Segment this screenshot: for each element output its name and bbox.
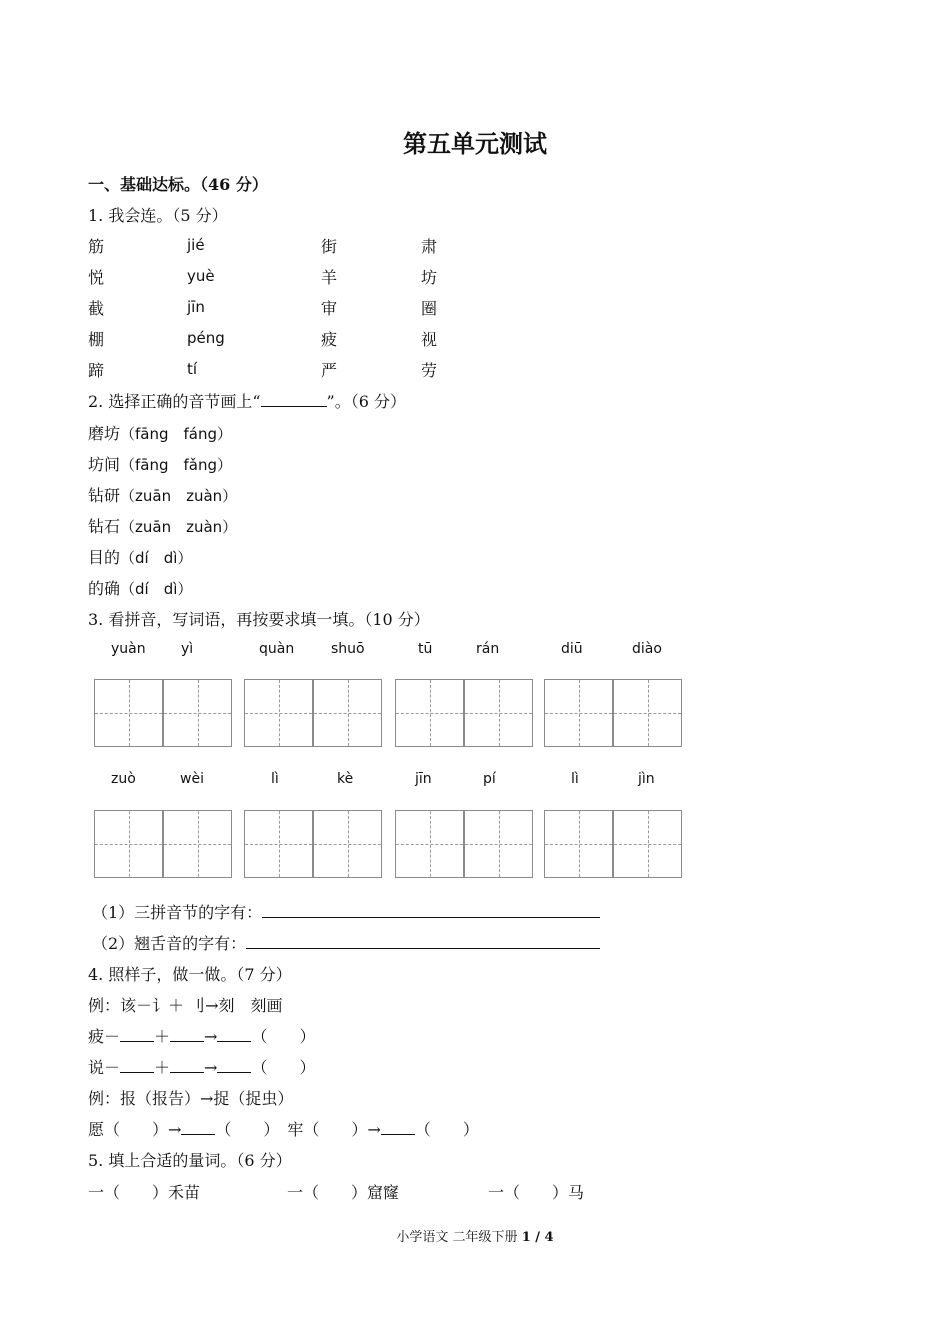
sub-question-2: （2）翘舌音的字有： — [92, 931, 600, 954]
pinyin-label: jīn — [415, 771, 432, 787]
writing-grid[interactable] — [395, 679, 535, 749]
writing-grid[interactable] — [544, 810, 684, 880]
match-pinyin: péng — [187, 329, 225, 347]
match-char: 严 — [321, 361, 338, 380]
exercise-line: 疲－ ＋ → （ ） — [88, 1027, 316, 1046]
answer-blank[interactable] — [217, 1027, 251, 1042]
pinyin-label: yuàn — [111, 641, 146, 657]
match-pinyin: jié — [187, 236, 205, 254]
pinyin-label: kè — [337, 771, 354, 787]
page-title: 第五单元测试 — [403, 129, 547, 158]
writing-cell[interactable] — [544, 810, 613, 878]
writing-cell[interactable] — [163, 679, 232, 747]
match-char: 疲 — [321, 330, 338, 349]
answer-blank[interactable] — [381, 1120, 415, 1135]
syllable-choice-item: 钻石（zuān zuàn） — [88, 517, 238, 536]
measure-word-item: 一（ ）马 — [488, 1183, 585, 1202]
syllable-choice-item: 的确（dí dì） — [88, 579, 193, 598]
writing-cell[interactable] — [94, 679, 163, 747]
writing-cell[interactable] — [313, 810, 382, 878]
writing-cell[interactable] — [163, 810, 232, 878]
writing-cell[interactable] — [395, 810, 464, 878]
pinyin-label: rán — [476, 641, 500, 657]
writing-cell[interactable] — [244, 810, 313, 878]
measure-word-item: 一（ ）禾苗 — [88, 1183, 201, 1202]
match-pinyin: tí — [187, 360, 198, 378]
section-heading: 一、基础达标。（46 分） — [88, 175, 268, 194]
match-char: 坊 — [421, 268, 438, 287]
writing-cell[interactable] — [544, 679, 613, 747]
writing-cell[interactable] — [313, 679, 382, 747]
match-char: 劳 — [421, 361, 438, 380]
example-line: 例：报（报告）→捉（捉虫） — [88, 1089, 294, 1108]
match-char: 蹄 — [88, 361, 105, 380]
question-4-heading: 4. 照样子，做一做。（7 分） — [88, 965, 292, 984]
syllable-choice-item: 坊间（fāng fǎng） — [88, 455, 233, 474]
writing-cell[interactable] — [94, 810, 163, 878]
writing-cell[interactable] — [613, 679, 682, 747]
question-1-heading: 1. 我会连。（5 分） — [88, 206, 228, 225]
match-char: 棚 — [88, 330, 105, 349]
pinyin-label: diū — [561, 641, 583, 657]
answer-blank[interactable] — [120, 1027, 154, 1042]
page-number: 1 / 4 — [521, 1230, 554, 1245]
pinyin-label: yì — [181, 641, 194, 657]
exercise-line: 愿（ ）→ （ ） 牢（ ）→ （ ） — [88, 1120, 479, 1139]
writing-grid[interactable] — [94, 810, 234, 880]
example-line: 例：该－讠＋ 刂→刻 刻画 — [88, 996, 283, 1015]
question-5-heading: 5. 填上合适的量词。（6 分） — [88, 1151, 292, 1170]
syllable-choice-item: 磨坊（fāng fáng） — [88, 424, 233, 443]
pinyin-label: lì — [271, 771, 279, 787]
exercise-line: 说－ ＋ → （ ） — [88, 1058, 316, 1077]
writing-grid[interactable] — [395, 810, 535, 880]
blank-line — [261, 392, 327, 407]
writing-grid[interactable] — [244, 679, 384, 749]
writing-grid[interactable] — [244, 810, 384, 880]
pinyin-label: pí — [483, 771, 496, 787]
syllable-choice-item: 目的（dí dì） — [88, 548, 193, 567]
page-footer — [0, 1226, 950, 1245]
match-char: 截 — [88, 299, 105, 318]
writing-cell[interactable] — [244, 679, 313, 747]
match-char: 审 — [321, 299, 338, 318]
pinyin-label: diào — [632, 641, 662, 657]
writing-cell[interactable] — [395, 679, 464, 747]
pinyin-label: tū — [418, 641, 433, 657]
answer-blank[interactable] — [181, 1120, 215, 1135]
footer-text: 小学语文 二年级下册 — [396, 1230, 518, 1245]
writing-cell[interactable] — [464, 810, 533, 878]
answer-blank[interactable] — [217, 1058, 251, 1073]
writing-grid[interactable] — [544, 679, 684, 749]
match-char: 悦 — [88, 268, 105, 287]
question-2-heading: 2. 选择正确的音节画上“ ”。（6 分） — [88, 392, 406, 411]
pinyin-label: zuò — [111, 771, 136, 787]
syllable-choice-item: 钻研（zuān zuàn） — [88, 486, 238, 505]
sub-question-1: （1）三拼音节的字有： — [92, 900, 600, 923]
match-char: 圈 — [421, 299, 438, 318]
answer-blank[interactable] — [262, 903, 600, 918]
pinyin-label: wèi — [180, 771, 204, 787]
match-char: 羊 — [321, 268, 338, 287]
match-pinyin: yuè — [187, 267, 215, 285]
pinyin-label: quàn — [259, 641, 295, 657]
answer-blank[interactable] — [170, 1027, 204, 1042]
match-char: 视 — [421, 330, 438, 349]
question-3-heading: 3. 看拼音，写词语，再按要求填一填。（10 分） — [88, 610, 430, 629]
answer-blank[interactable] — [120, 1058, 154, 1073]
pinyin-label: shuō — [331, 641, 365, 657]
match-char: 肃 — [421, 237, 438, 256]
pinyin-label: jìn — [638, 771, 655, 787]
pinyin-label: lì — [571, 771, 579, 787]
measure-word-item: 一（ ）窟窿 — [287, 1183, 400, 1202]
match-char: 筋 — [88, 237, 105, 256]
writing-grid[interactable] — [94, 679, 234, 749]
match-pinyin: jīn — [187, 298, 205, 316]
answer-blank[interactable] — [170, 1058, 204, 1073]
writing-cell[interactable] — [613, 810, 682, 878]
answer-blank[interactable] — [246, 934, 600, 949]
match-char: 街 — [321, 237, 338, 256]
writing-cell[interactable] — [464, 679, 533, 747]
